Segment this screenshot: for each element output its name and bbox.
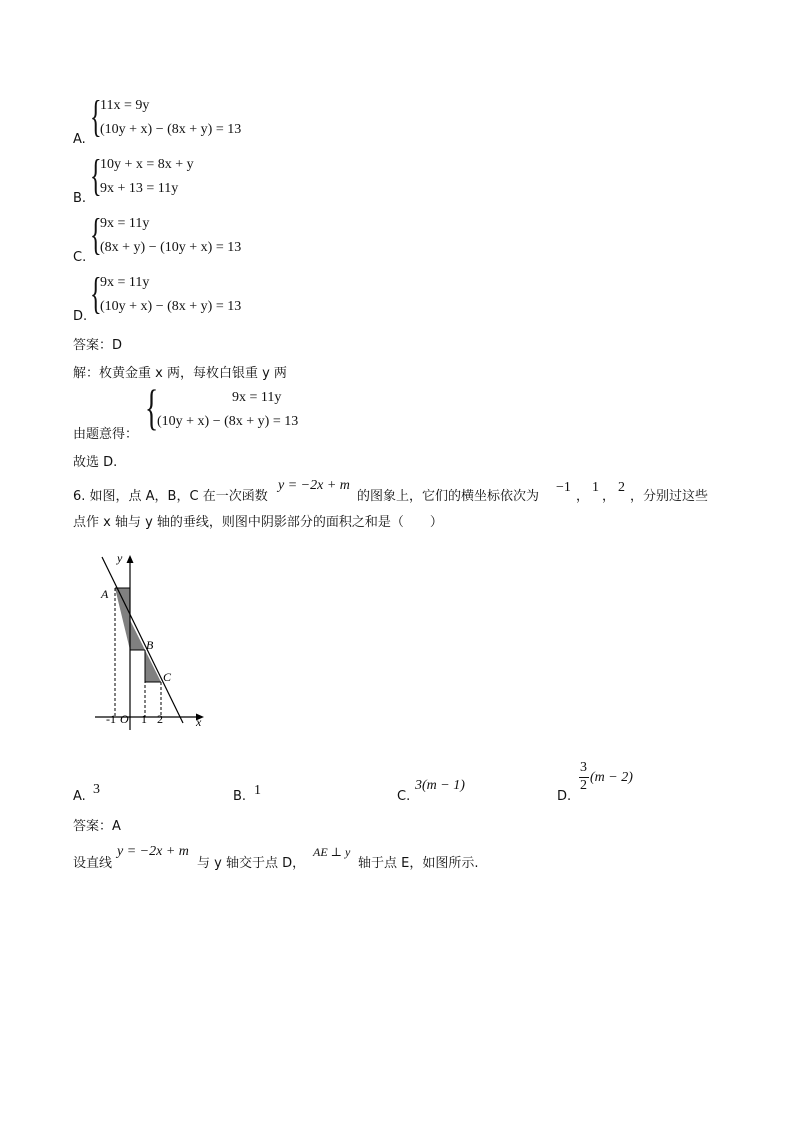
final-part3: 轴于点 E，如图所示.	[358, 856, 479, 871]
option-d-eq1: 9x = 11y	[100, 275, 150, 290]
q6-option-c-value: 3(m − 1)	[415, 778, 465, 793]
q6-value-3: 2	[618, 480, 625, 495]
shaded-triangle-b	[130, 620, 145, 650]
q6-value-1: −1	[556, 480, 571, 495]
option-c-brace: {	[90, 210, 102, 259]
answer-2: 答案：A	[73, 819, 121, 834]
q6-option-a-value: 3	[93, 782, 100, 797]
tick-label-neg1: -1	[106, 712, 116, 726]
function-line	[102, 557, 183, 723]
q6-option-d-numerator: 3	[580, 760, 587, 775]
option-a-brace: {	[90, 92, 102, 141]
q6-option-a-label: A.	[73, 789, 86, 804]
option-d-brace: {	[90, 269, 102, 318]
y-axis-label: y	[117, 551, 123, 565]
q6-option-d-value: (m − 2)	[590, 770, 633, 785]
final-func: y = −2x + m	[117, 844, 189, 859]
option-a-eq1: 11x = 9y	[100, 98, 150, 113]
option-a-label: A.	[73, 132, 86, 147]
q6-option-b-value: 1	[254, 783, 261, 798]
function-graph-figure	[90, 545, 220, 740]
option-b-eq1: 10y + x = 8x + y	[100, 157, 194, 172]
q6-option-c-label: C.	[397, 789, 411, 804]
point-c-label: C	[163, 670, 172, 684]
shaded-triangle-a	[115, 588, 130, 650]
q6-value-2: 1	[592, 480, 599, 495]
final-part2: 与 y 轴交于点 D，	[197, 856, 306, 871]
final-perp: AE ⊥ y	[313, 845, 351, 859]
option-c-label: C.	[73, 250, 87, 265]
shaded-triangle-c	[145, 650, 161, 682]
tick-label-2: 2	[157, 712, 163, 726]
final-part1: 设直线	[73, 856, 113, 871]
solution-eq1: 9x = 11y	[232, 390, 282, 405]
tick-label-1: 1	[141, 712, 147, 726]
option-a-eq2: (10y + x) − (8x + y) = 13	[100, 122, 242, 137]
option-c-eq2: (8x + y) − (10y + x) = 13	[100, 240, 242, 255]
point-a-label: A	[101, 587, 109, 601]
y-axis-arrow	[127, 555, 134, 563]
option-b-label: B.	[73, 191, 87, 206]
q6-part2: 的图象上，它们的横坐标依次为	[357, 489, 540, 504]
solution-line1: 解：枚黄金重 x 两，每枚白银重 y 两	[73, 366, 287, 381]
q6-part1: 6. 如图，点 A，B，C 在一次函数	[73, 489, 268, 504]
option-b-brace: {	[90, 151, 102, 200]
option-d-label: D.	[73, 309, 88, 324]
q6-option-d-denominator: 2	[580, 778, 587, 793]
q6-part3: ，分别过这些	[630, 489, 709, 504]
solution-brace: {	[145, 379, 159, 435]
origin-label: O	[120, 712, 129, 726]
q6-option-b-label: B.	[233, 789, 247, 804]
solution-eq2: (10y + x) − (8x + y) = 13	[157, 414, 299, 429]
x-axis-label: x	[196, 715, 202, 729]
point-b-label: B	[146, 638, 154, 652]
option-b-eq2: 9x + 13 = 11y	[100, 181, 179, 196]
option-c-eq1: 9x = 11y	[100, 216, 150, 231]
option-d-eq2: (10y + x) − (8x + y) = 13	[100, 299, 242, 314]
q6-func: y = −2x + m	[278, 478, 350, 493]
q6-line2: 点作 x 轴与 y 轴的垂线，则图中阴影部分的面积之和是（ ）	[73, 515, 443, 530]
solution-conclusion: 故选 D.	[73, 455, 118, 470]
answer-1: 答案：D	[73, 338, 123, 353]
q6-option-d-label: D.	[557, 789, 572, 804]
solution-prefix: 由题意得：	[73, 427, 139, 442]
